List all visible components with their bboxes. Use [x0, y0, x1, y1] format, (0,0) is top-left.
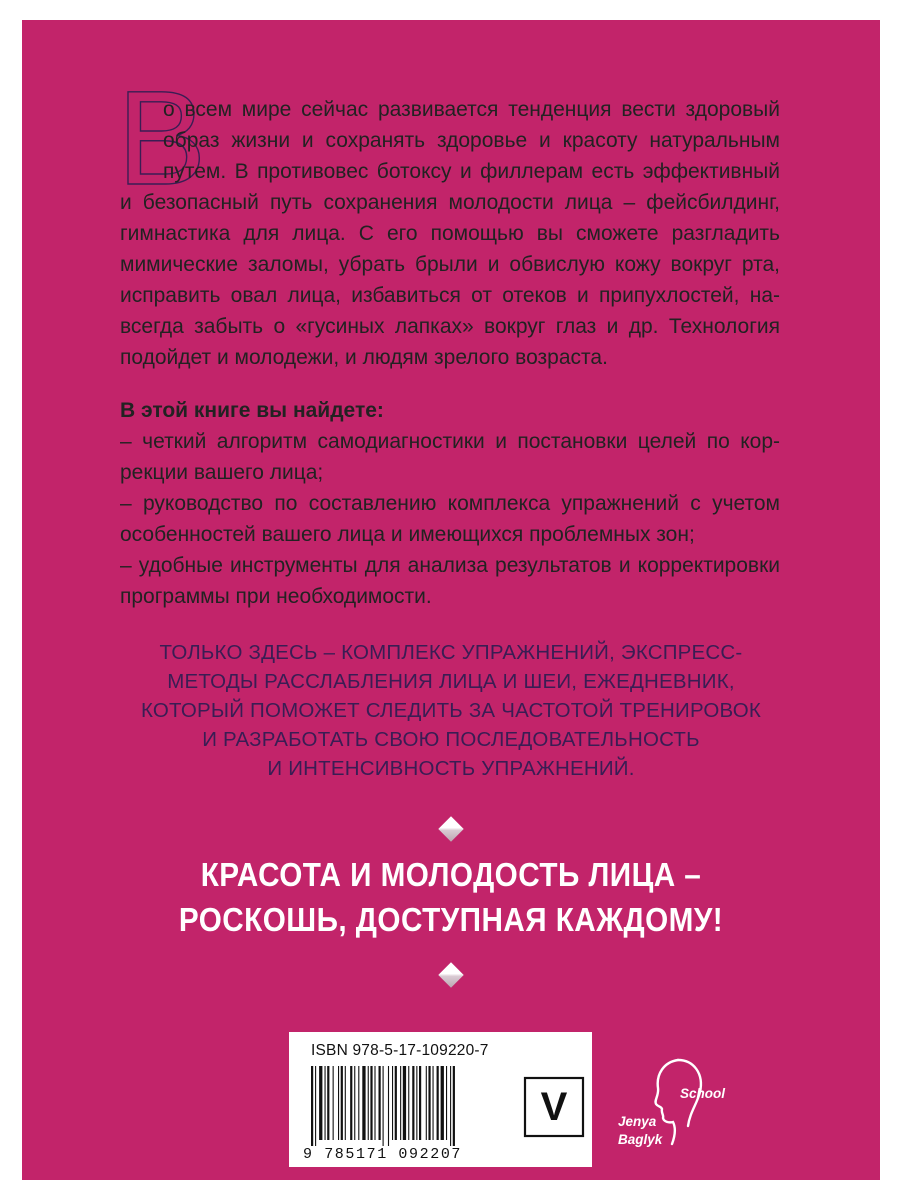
intro-line: и безопасный путь сохранения молодости лица – фейсбилдинг, [120, 191, 780, 214]
brand-logo [618, 1052, 738, 1162]
promo-line: И РАЗРАБОТАТЬ СВОЮ ПОСЛЕДОВАТЕЛЬНОСТЬ [202, 728, 700, 751]
features-line: особенностей вашего лица и имеющихся проблемных зон; [120, 523, 695, 546]
diamond-ornament-icon [438, 962, 463, 987]
intro-line: путем. В противовес ботоксу и филлерам есть эффективный [163, 160, 780, 183]
intro-line: гимнастика для лица. С его помощью вы сможете разгладить [120, 222, 780, 245]
promo-text [82, 638, 820, 783]
features-line: – руководство по составлению комплекса упражнений с учетом [120, 492, 780, 515]
book-back-cover [22, 20, 880, 1180]
barcode-digits: 9 785171 092207 [303, 1146, 463, 1163]
diamond-ornament-icon [438, 816, 463, 841]
features-line: программы при необходимости. [120, 585, 432, 608]
slogan-line: РОСКОШЬ, ДОСТУПНАЯ КАЖДОМУ! [178, 901, 724, 938]
features-line: рекции вашего лица; [120, 461, 324, 484]
brand-baglyk-label: Baglyk [618, 1132, 663, 1147]
promo-line: КОТОРЫЙ ПОМОЖЕТ СЛЕДИТЬ ЗА ЧАСТОТОЙ ТРЕНИРОВОК [140, 699, 761, 722]
brand-jenya-label: Jenya [618, 1114, 657, 1129]
slogan [101, 852, 801, 942]
promo-line: МЕТОДЫ РАССЛАБЛЕНИЯ ЛИЦА И ШЕИ, ЕЖЕДНЕВНИК, [167, 670, 735, 693]
features-list [120, 395, 780, 612]
slogan-line: КРАСОТА И МОЛОДОСТЬ ЛИЦА – [200, 856, 702, 893]
features-heading: В этой книге вы найдете: [120, 399, 384, 422]
promo-line: ТОЛЬКО ЗДЕСЬ – КОМПЛЕКС УПРАЖНЕНИЙ, ЭКСПРЕСС- [159, 641, 743, 664]
intro-line: подойдет и молодежи, и людям зрелого возраста. [120, 346, 608, 369]
publisher-letter: V [540, 1085, 568, 1129]
publisher-v-logo-icon [523, 1076, 585, 1138]
intro-line: мимические заломы, убрать брыли и обвислую кожу вокруг рта, [120, 253, 780, 276]
intro-line: образ жизни и сохранять здоровье и красоту натуральным [163, 129, 780, 152]
intro-line: о всем мире сейчас развивается тенденция вести здоровый [163, 98, 780, 121]
barcode-icon [307, 1066, 507, 1146]
features-line: – удобные инструменты для анализа результатов и корректировки [120, 554, 780, 577]
intro-line: всегда забыть о «гусиных лапках» вокруг глаз и др. Технология [120, 315, 780, 338]
barcode-panel [289, 1032, 592, 1167]
promo-line: И ИНТЕНСИВНОСТЬ УПРАЖНЕНИЙ. [267, 757, 635, 780]
features-line: – четкий алгоритм самодиагностики и постановки целей по кор- [120, 430, 780, 453]
intro-paragraph [120, 94, 780, 373]
intro-line: исправить овал лица, избавиться от отеков и припухлостей, на- [120, 284, 780, 307]
drop-cap-letter: В [117, 64, 207, 213]
isbn-label: ISBN 978-5-17-109220-7 [311, 1042, 489, 1059]
brand-school-label: School [680, 1086, 726, 1101]
